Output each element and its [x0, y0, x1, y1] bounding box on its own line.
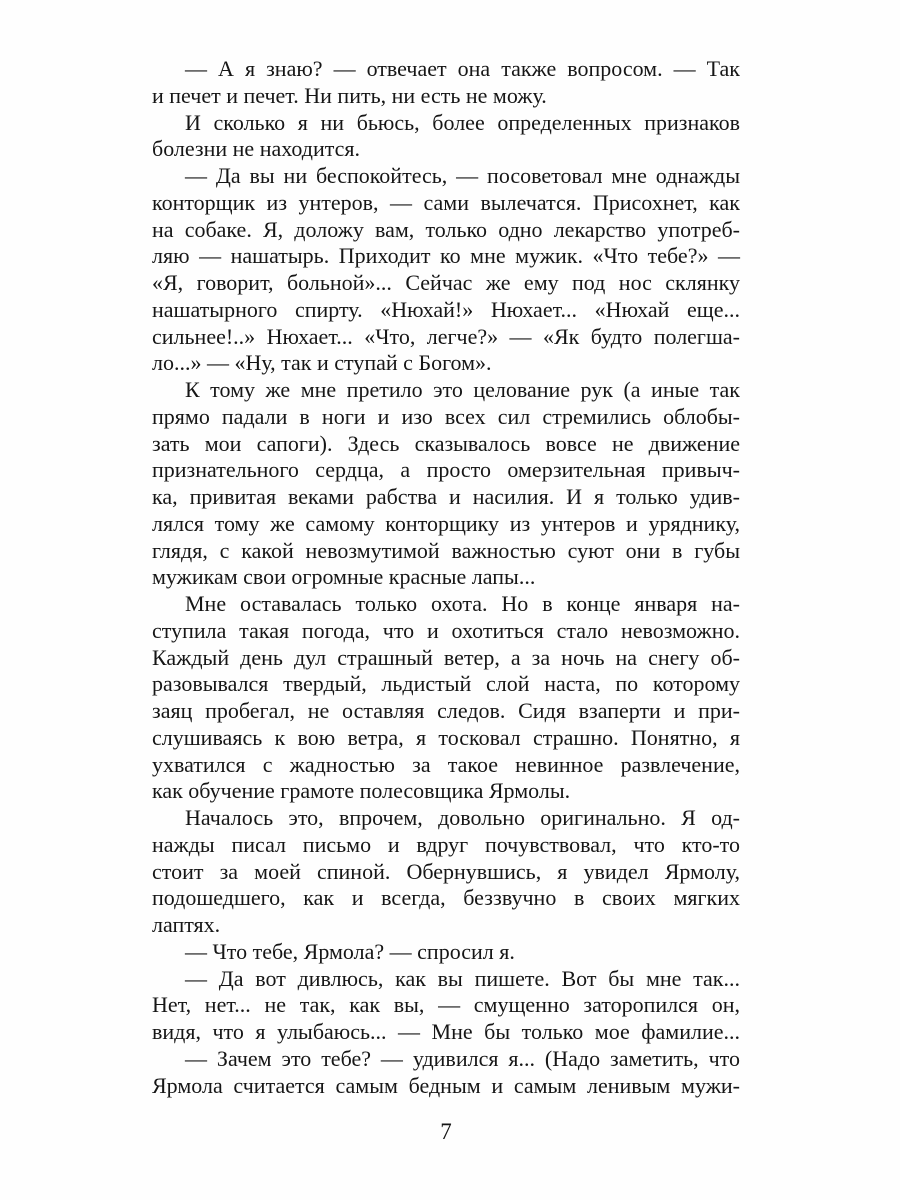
text-line: заяц пробегал, не оставляя следов. Сидя взаперти и при-	[152, 698, 740, 723]
text-line: слушиваясь к вою ветра, я тосковал страшно. Понятно, я	[152, 724, 740, 750]
text-line: разовывался твердый, льдистый слой наста, по которому	[152, 671, 740, 697]
text-line: мужикам свои огромные красные лапы...	[152, 564, 536, 590]
text-line: ляю — нашатырь. Приходит ко мне мужик. «Что тебе?» —	[152, 243, 740, 269]
text-line: Мне оставалась только охота. Но в конце января на-	[185, 591, 740, 616]
text-line: на собаке. Я, доложу вам, только одно лекарство употреб-	[152, 216, 740, 242]
text-line: и печет и печет. Ни пить, ни есть не можу.	[152, 82, 547, 108]
text-line: подошедшего, как и всегда, беззвучно в своих мягких	[152, 885, 740, 911]
text-line: Ярмола считается самым бедным и самым ленивым мужи-	[152, 1072, 740, 1098]
text-line: глядя, с какой невозмутимой важностью суют они в губы	[152, 537, 740, 563]
text-line: К тому же мне претило это целование рук (а иные так	[185, 377, 740, 402]
text-line: Нет, нет... не так, как вы, — смущенно заторопился он,	[152, 992, 740, 1018]
text-line: прямо падали в ноги и изо всех сил стремились облобы-	[152, 403, 740, 429]
text-line: — Зачем это тебе? — удивился я... (Надо заметить, что	[185, 1045, 740, 1071]
text-line: «Я, говорит, больной»... Сейчас же ему под нос склянку	[152, 270, 740, 295]
text-line: сильнее!..» Нюхает... «Что, легче?» — «Як будто полегша-	[152, 323, 740, 349]
text-line: ухватился с жадностью за такое невинное развлечение,	[152, 751, 740, 777]
text-line: конторщик из унтеров, — сами вылечатся. Присохнет, как	[152, 189, 740, 215]
page-number: 7	[440, 1119, 452, 1144]
text-line: нажды писал письмо и вдруг почувствовал, что кто-то	[152, 831, 740, 857]
text-line: — Да вы ни беспокойтесь, — посоветовал мне однажды	[185, 163, 740, 188]
text-line: нашатырного спирту. «Нюхай!» Нюхает... «Нюхай еще...	[152, 296, 740, 322]
text-line: И сколько я ни бьюсь, более определенных признаков	[185, 109, 740, 135]
text-line: Началось это, впрочем, довольно оригинально. Я од-	[185, 805, 740, 830]
text-line: — А я знаю? — отвечает она также вопросом. — Так	[185, 56, 740, 81]
text-line: Каждый день дул страшный ветер, а за ночь на снегу об-	[152, 644, 740, 670]
text-line: лялся тому же самому конторщику из унтеров и уряднику,	[152, 510, 740, 536]
text-line: стоит за моей спиной. Обернувшись, я увидел Ярмолу,	[152, 858, 740, 884]
text-line: признательного сердца, а просто омерзительная привыч-	[152, 457, 740, 483]
page-text-block	[152, 56, 740, 1099]
text-line: ступила такая погода, что и охотиться стало невозможно.	[152, 617, 740, 643]
text-line: видя, что я улыбаюсь... — Мне бы только мое фамилие...	[152, 1019, 740, 1044]
text-line: — Что тебе, Ярмола? — спросил я.	[185, 938, 515, 964]
text-line: зать мои сапоги). Здесь сказывалось вовсе не движение	[152, 430, 740, 456]
text-line: лаптях.	[152, 912, 221, 937]
text-line: ка, привитая веками рабства и насилия. И я только удив-	[152, 484, 740, 509]
text-line: болезни не находится.	[152, 136, 360, 162]
text-line: как обучение грамоте полесовщика Ярмолы.	[152, 778, 571, 804]
text-line: — Да вот дивлюсь, как вы пишете. Вот бы мне так...	[185, 965, 740, 991]
text-line: ло...» — «Ну, так и ступай с Богом».	[152, 350, 492, 376]
